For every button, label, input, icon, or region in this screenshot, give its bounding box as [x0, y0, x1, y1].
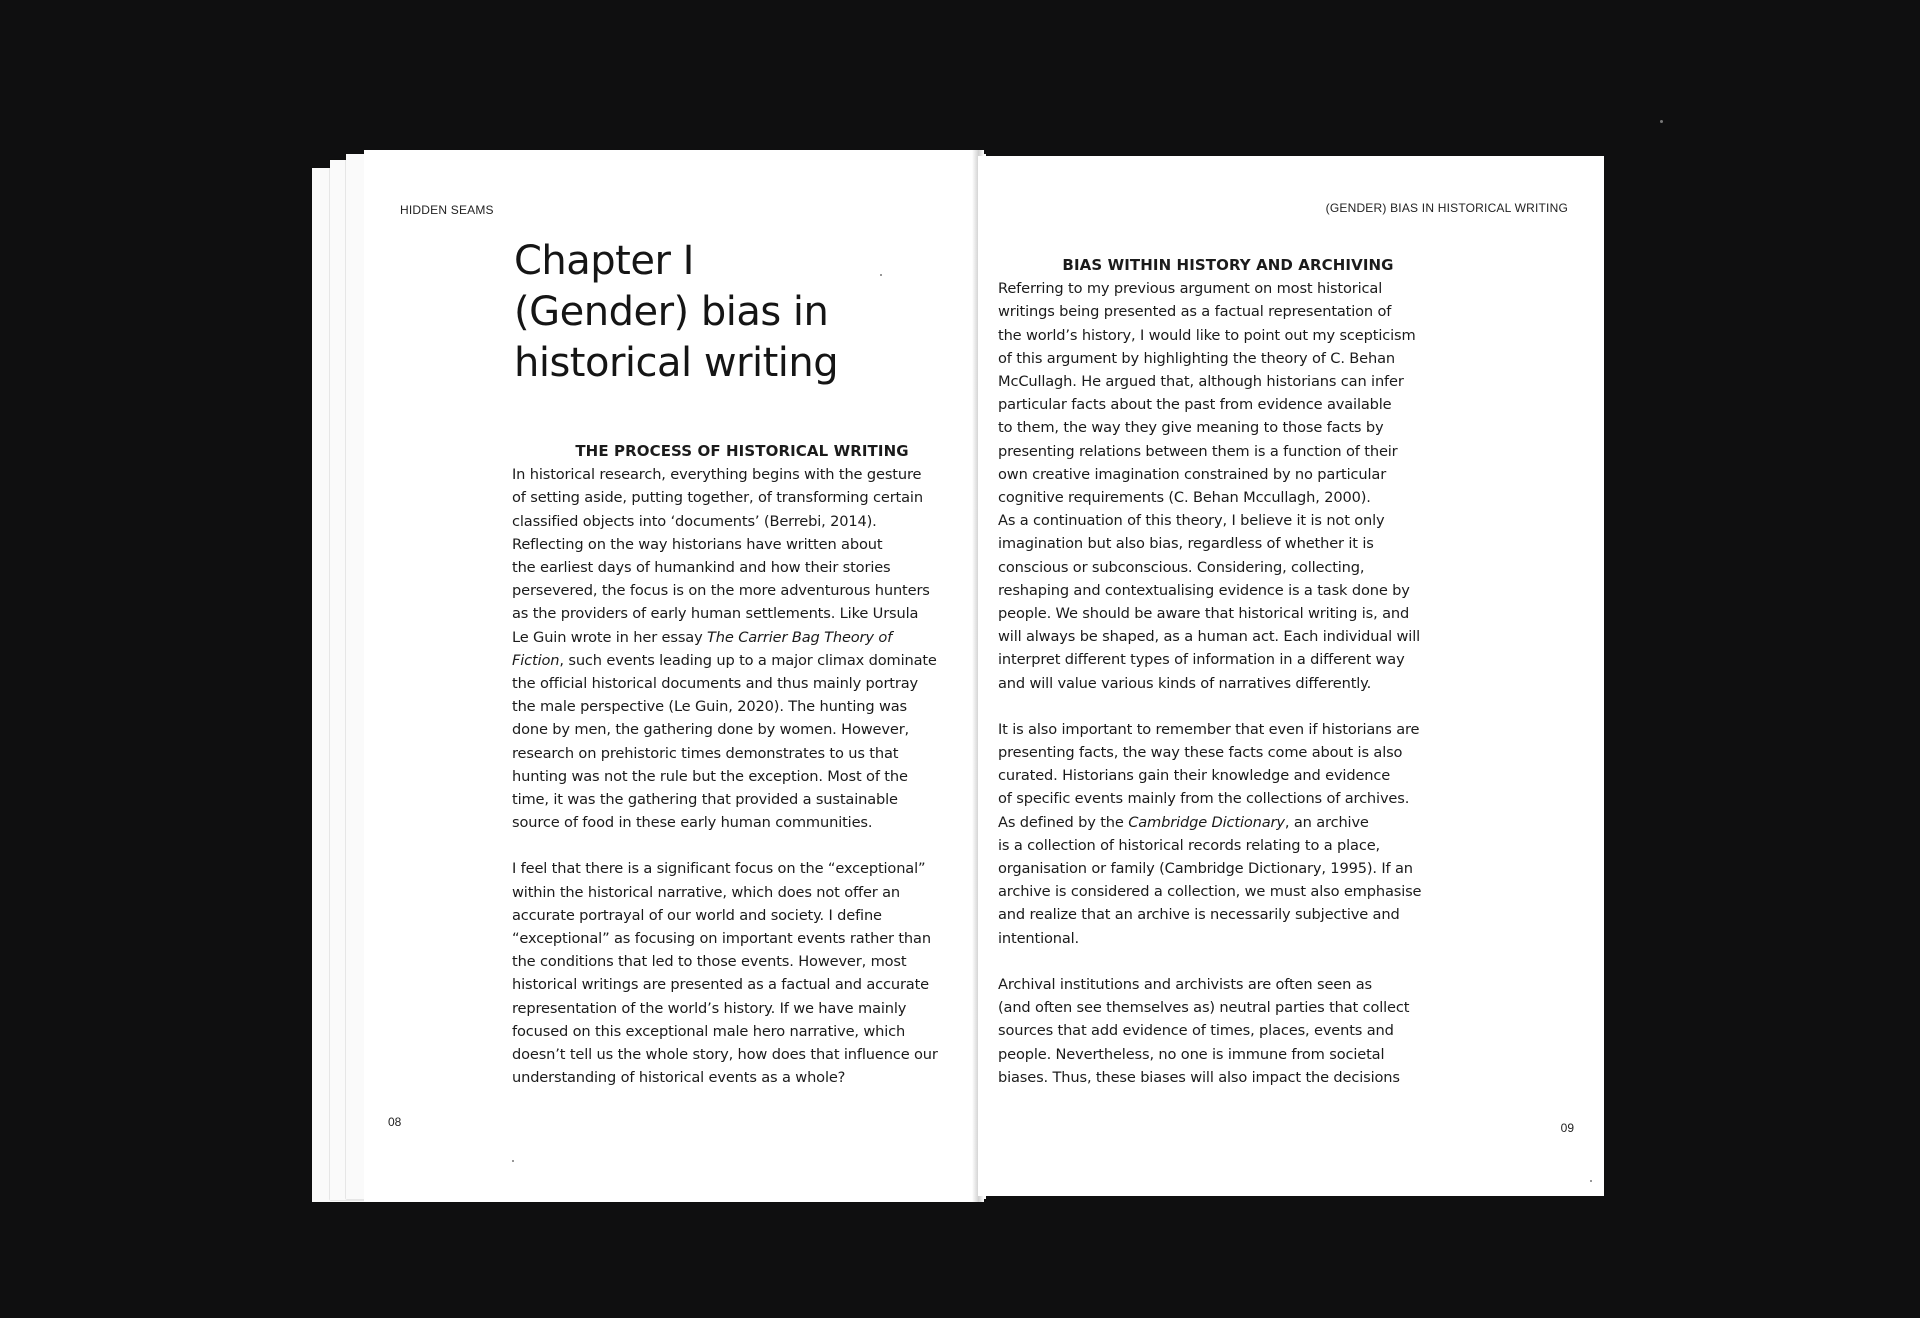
scan-speck — [512, 1160, 514, 1162]
text-line: historical writings are presented as a factual and accurate — [512, 976, 929, 994]
body-text — [512, 440, 972, 1089]
text-line: done by men, the gathering done by women. However, — [512, 721, 910, 739]
text-line: biases. Thus, these biases will also impact the decisions — [998, 1068, 1400, 1086]
text-line: the official historical documents and thus mainly portray — [512, 675, 919, 693]
text-line: cognitive requirements (C. Behan Mccullagh, 2000). — [998, 489, 1371, 507]
text-line: imagination but also bias, regardless of whether it is — [998, 535, 1374, 553]
paragraph — [512, 463, 972, 834]
text-line: time, it was the gathering that provided a sustainable — [512, 791, 898, 809]
text-line: of this argument by highlighting the theory of C. Behan — [998, 349, 1395, 367]
text-line: curated. Historians gain their knowledge and evidence — [998, 767, 1391, 785]
text-fragment: , an archive — [1284, 813, 1369, 831]
text-line: understanding of historical events as a whole? — [512, 1069, 846, 1087]
text-line: of setting aside, putting together, of transforming certain — [512, 489, 923, 507]
running-head: HIDDEN SEAMS — [400, 203, 494, 217]
right-page — [978, 156, 1604, 1196]
paragraph — [998, 277, 1458, 695]
essay-title: The Carrier Bag Theory of — [707, 628, 893, 646]
text-line: is a collection of historical records relating to a place, — [998, 836, 1381, 854]
text-line: source of food in these early human communities. — [512, 814, 873, 832]
text-line: persevered, the focus is on the more adventurous hunters — [512, 582, 930, 600]
text-line: the earliest days of humankind and how their stories — [512, 559, 891, 577]
text-line: McCullagh. He argued that, although historians can infer — [998, 373, 1404, 391]
text-line: I feel that there is a significant focus on the “exceptional” — [512, 860, 926, 878]
text-line: will always be shaped, as a human act. Each individual will — [998, 628, 1421, 646]
section-heading: BIAS WITHIN HISTORY AND ARCHIVING — [1062, 256, 1394, 274]
chapter-title-line: (Gender) bias in — [514, 289, 829, 335]
text-line — [512, 626, 972, 649]
body-text — [998, 254, 1458, 1089]
text-line: presenting relations between them is a function of their — [998, 442, 1398, 460]
dictionary-title: Cambridge Dictionary — [1128, 813, 1285, 831]
left-page — [364, 150, 976, 1202]
text-line — [998, 811, 1458, 834]
essay-title: Fiction — [512, 651, 560, 669]
text-line: as the providers of early human settlements. Like Ursula — [512, 605, 919, 623]
text-line: (and often see themselves as) neutral parties that collect — [998, 999, 1410, 1017]
text-line: people. Nevertheless, no one is immune from societal — [998, 1045, 1385, 1063]
text-line: people. We should be aware that historical writing is, and — [998, 605, 1410, 623]
text-line: Reflecting on the way historians have written about — [512, 535, 883, 553]
text-line: research on prehistoric times demonstrates to us that — [512, 744, 899, 762]
paragraph — [998, 973, 1458, 1089]
text-fragment: , such events leading up to a major climax dominate — [559, 651, 937, 669]
text-line: writings being presented as a factual representation of — [998, 303, 1392, 321]
text-line: hunting was not the rule but the exception. Most of the — [512, 767, 908, 785]
scan-speck — [880, 274, 882, 276]
text-line: to them, the way they give meaning to those facts by — [998, 419, 1384, 437]
text-line: and realize that an archive is necessarily subjective and — [998, 906, 1400, 924]
chapter-title-line: historical writing — [514, 340, 839, 386]
chapter-title-line: Chapter I — [514, 238, 694, 284]
text-line: As a continuation of this theory, I believe it is not only — [998, 512, 1385, 530]
page-number: 09 — [1560, 1121, 1574, 1135]
text-line: particular facts about the past from evidence available — [998, 396, 1392, 414]
text-line: Referring to my previous argument on most historical — [998, 280, 1383, 298]
text-line: representation of the world’s history. If we have mainly — [512, 999, 907, 1017]
text-line: sources that add evidence of times, places, events and — [998, 1022, 1394, 1040]
text-line: It is also important to remember that even if historians are — [998, 720, 1420, 738]
text-fragment: Le Guin wrote in her essay — [512, 628, 708, 646]
text-line: within the historical narrative, which does not offer an — [512, 883, 901, 901]
text-line: the male perspective (Le Guin, 2020). The hunting was — [512, 698, 907, 716]
scan-speck — [1590, 1180, 1592, 1182]
text-line: the world’s history, I would like to point out my scepticism — [998, 326, 1416, 344]
chapter-title — [514, 236, 914, 389]
page-number: 08 — [388, 1115, 402, 1129]
text-line: reshaping and contextualising evidence is a task done by — [998, 581, 1410, 599]
text-line: intentional. — [998, 929, 1080, 947]
text-fragment: As defined by the — [998, 813, 1129, 831]
text-line: own creative imagination constrained by no particular — [998, 465, 1387, 483]
text-line: accurate portrayal of our world and society. I define — [512, 906, 882, 924]
text-line: classified objects into ‘documents’ (Berrebi, 2014). — [512, 512, 877, 530]
section-heading: THE PROCESS OF HISTORICAL WRITING — [575, 442, 909, 460]
text-line: organisation or family (Cambridge Dictionary, 1995). If an — [998, 860, 1413, 878]
text-line: Archival institutions and archivists are often seen as — [998, 975, 1372, 993]
text-line: “exceptional” as focusing on important events rather than — [512, 930, 931, 948]
text-line: conscious or subconscious. Considering, collecting, — [998, 558, 1365, 576]
scan-speck — [1660, 120, 1663, 123]
text-line: doesn’t tell us the whole story, how does that influence our — [512, 1046, 938, 1064]
paragraph — [512, 857, 972, 1089]
paragraph — [998, 718, 1458, 950]
text-line: interpret different types of information in a different way — [998, 651, 1405, 669]
text-line: In historical research, everything begins with the gesture — [512, 466, 922, 484]
text-line: presenting facts, the way these facts come about is also — [998, 744, 1403, 762]
text-line: focused on this exceptional male hero narrative, which — [512, 1022, 906, 1040]
text-line: archive is considered a collection, we must also emphasise — [998, 883, 1422, 901]
text-line: the conditions that led to those events. However, most — [512, 953, 907, 971]
text-line: and will value various kinds of narratives differently. — [998, 674, 1372, 692]
running-head: (GENDER) BIAS IN HISTORICAL WRITING — [1325, 201, 1568, 215]
text-line — [512, 649, 972, 672]
text-line: of specific events mainly from the collections of archives. — [998, 790, 1410, 808]
